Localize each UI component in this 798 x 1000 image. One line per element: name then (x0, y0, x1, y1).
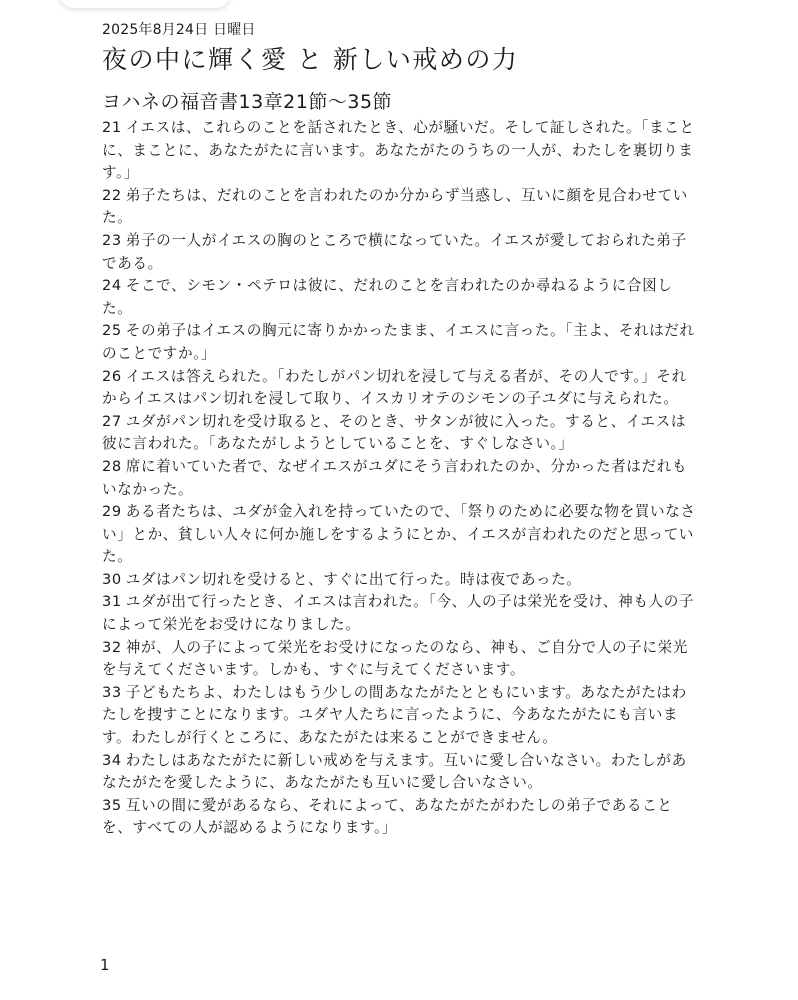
verse-33 (102, 682, 698, 750)
verse-number: 35 (102, 796, 122, 814)
verse-31 (102, 591, 698, 636)
verse-number: 28 (102, 457, 122, 475)
verse-23 (102, 230, 698, 275)
verse-number: 32 (102, 638, 122, 656)
verse-number: 29 (102, 503, 122, 521)
verse-text: イエスは答えられた。「わたしがパン切れを浸して与える者が、その人です。」それからイエスはパン切れを浸して取り、イスカリオテのシモンの子ユダに与えられた。 (102, 367, 687, 408)
verse-text: わたしはあなたがたに新しい戒めを与えます。互いに愛し合いなさい。わたしがあなたがたを愛したように、あなたがたも互いに愛し合いなさい。 (102, 751, 687, 792)
verse-number: 33 (102, 683, 122, 701)
verse-number: 27 (102, 412, 122, 430)
verse-text: 弟子たちは、だれのことを言われたのか分からず当惑し、互いに顔を見合わせていた。 (102, 186, 688, 227)
verse-number: 26 (102, 367, 122, 385)
verse-text: その弟子はイエスの胸元に寄りかかったまま、イエスに言った。「主よ、それはだれのことですか。」 (102, 322, 695, 362)
verse-text: ユダがパン切れを受け取ると、そのとき、サタンが彼に入った。すると、イエスは彼に言われた。「あなたがしようとしていることを、すぐしなさい。」 (102, 412, 687, 453)
verse-number: 22 (102, 186, 122, 204)
page-title: 夜の中に輝く愛 と 新しい戒めの力 (102, 45, 519, 74)
verse-text: 弟子の一人がイエスの胸のところで横になっていた。イエスが愛しておられた弟子である。 (102, 231, 687, 272)
verse-27 (102, 411, 698, 456)
verse-number: 31 (102, 593, 122, 611)
page-number: 1 (100, 956, 110, 974)
verse-text: ユダが出て行ったとき、イエスは言われた。「今、人の子は栄光を受け、神も人の子によって栄光をお受けになりました。 (102, 593, 695, 634)
verse-26 (102, 366, 698, 411)
verse-text: イエスは、これらのことを話されたとき、心が騒いだ。そして証しされた。「まことに、まことに、あなたがたに言います。あなたがたのうちの一人が、わたしを裏切ります。」 (102, 119, 695, 182)
verse-32 (102, 637, 698, 682)
verse-24 (102, 275, 698, 320)
scripture-reference: ヨハネの福音書13章21節〜35節 (102, 91, 393, 113)
verse-34 (102, 750, 698, 795)
top-overlay-pill (60, 0, 230, 8)
verse-29 (102, 501, 698, 569)
verse-number: 25 (102, 322, 122, 340)
verse-text: 席に着いていた者で、なぜイエスがユダにそう言われたのか、分かった者はだれもいなかった。 (102, 457, 688, 498)
verse-text: ユダはパン切れを受けると、すぐに出て行った。時は夜であった。 (125, 570, 582, 588)
verse-number: 34 (102, 751, 122, 769)
verse-text: 子どもたちよ、わたしはもう少しの間あなたがたとともにいます。あなたがたはわたしを捜すことになります。ユダヤ人たちに言ったように、今あなたがたにも言います。わたしが行くところに、あなたがたは来ることができません。 (102, 683, 687, 747)
verse-number: 21 (102, 119, 122, 136)
verse-list (102, 117, 698, 840)
verse-text: そこで、シモン・ペテロは彼に、だれのことを言われたのか尋ねるように合図した。 (102, 277, 673, 317)
verse-number: 24 (102, 277, 122, 295)
verse-21 (102, 117, 698, 185)
verse-number: 30 (102, 570, 122, 588)
document-date: 2025年8月24日 日曜日 (102, 22, 256, 38)
verse-text: ある者たちは、ユダが金入れを持っていたので、「祭りのために必要な物を買いなさい」とか、貧しい人々に何か施しをするようにとか、イエスが言われたのだと思っていた。 (102, 503, 696, 566)
verse-25 (102, 320, 698, 365)
verse-28 (102, 456, 698, 501)
verse-30 (102, 569, 698, 592)
verse-35 (102, 795, 698, 840)
verse-text: 互いの間に愛があるなら、それによって、あなたがたがわたしの弟子であることを、すべての人が認めるようになります。」 (102, 796, 673, 837)
verse-text: 神が、人の子によって栄光をお受けになったのなら、神も、ご自分で人の子に栄光を与えてくださいます。しかも、すぐに与えてくださいます。 (102, 638, 688, 679)
verse-number: 23 (102, 231, 122, 249)
verse-22 (102, 185, 698, 230)
